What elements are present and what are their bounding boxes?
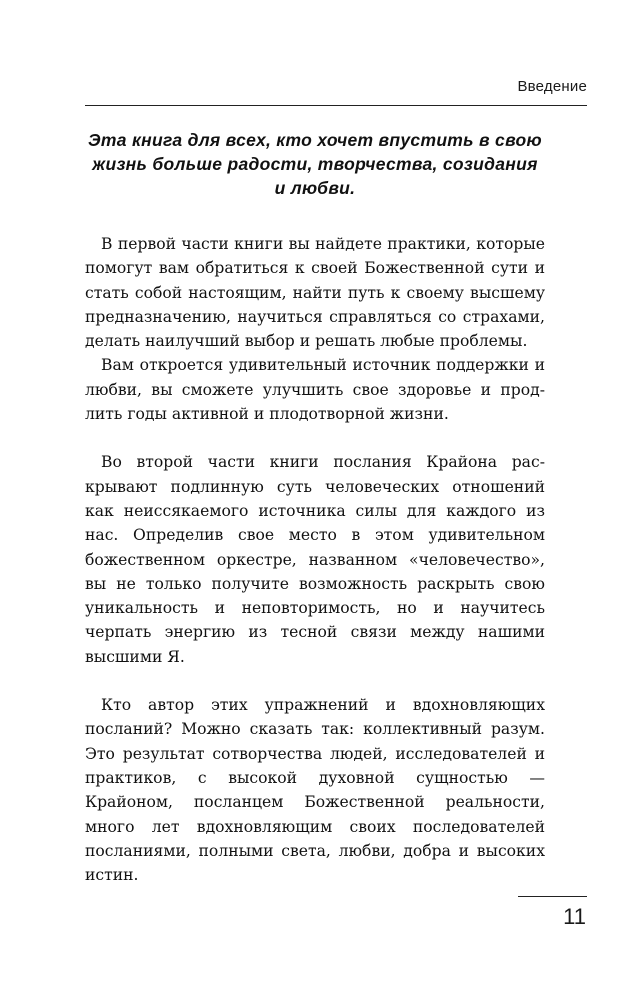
paragraph-part-one-practices: В первой части книги вы найдете практики, которые помогут вам обратиться к своей Божественной сути и стать собой настоящим, найти путь к своему высшему предназначению, научиться справляться со страхами, делать наилучший выбор и решать любые проблемы.	[85, 235, 545, 351]
header-rule	[85, 105, 587, 106]
page-number: 11	[563, 904, 586, 929]
paragraph-author: Кто автор этих упражнений и вдохновляющих посланий? Можно сказать так: коллективный разум. Это результат сотворчества людей, исследователей и практиков, с высокой духовной сущностью — Крайоном, посланцем Божественной реальности, много лет вдохновляющим своих последователей посланиями, полными света, любви, добра и высоких истин.	[85, 696, 545, 885]
running-head-section-title: Введение	[517, 78, 587, 95]
paragraph-part-two-kryon: Во второй части книги послания Крайона раскрывают подлинную суть человеческих отношений как неиссякаемого источника силы для каждого из нас. Определив свое место в этом удивительном божественном оркестре, названном «человечество», вы не только получите возможность раскрыть свою уникальность и неповторимость, но и научитесь черпать энергию из тесной связи между нашими высшими Я.	[85, 453, 545, 666]
paragraph-part-one-support: Вам откроется удивительный источник поддержки и любви, вы сможете улучшить свое здоровье и продлить годы активной и плодотворной жизни.	[85, 356, 545, 424]
footer-rule	[518, 896, 587, 897]
epigraph: Эта книга для всех, кто хочет впустить в свою жизнь больше радости, творчества, созидания и любви.	[88, 130, 542, 198]
page-body	[85, 128, 545, 887]
